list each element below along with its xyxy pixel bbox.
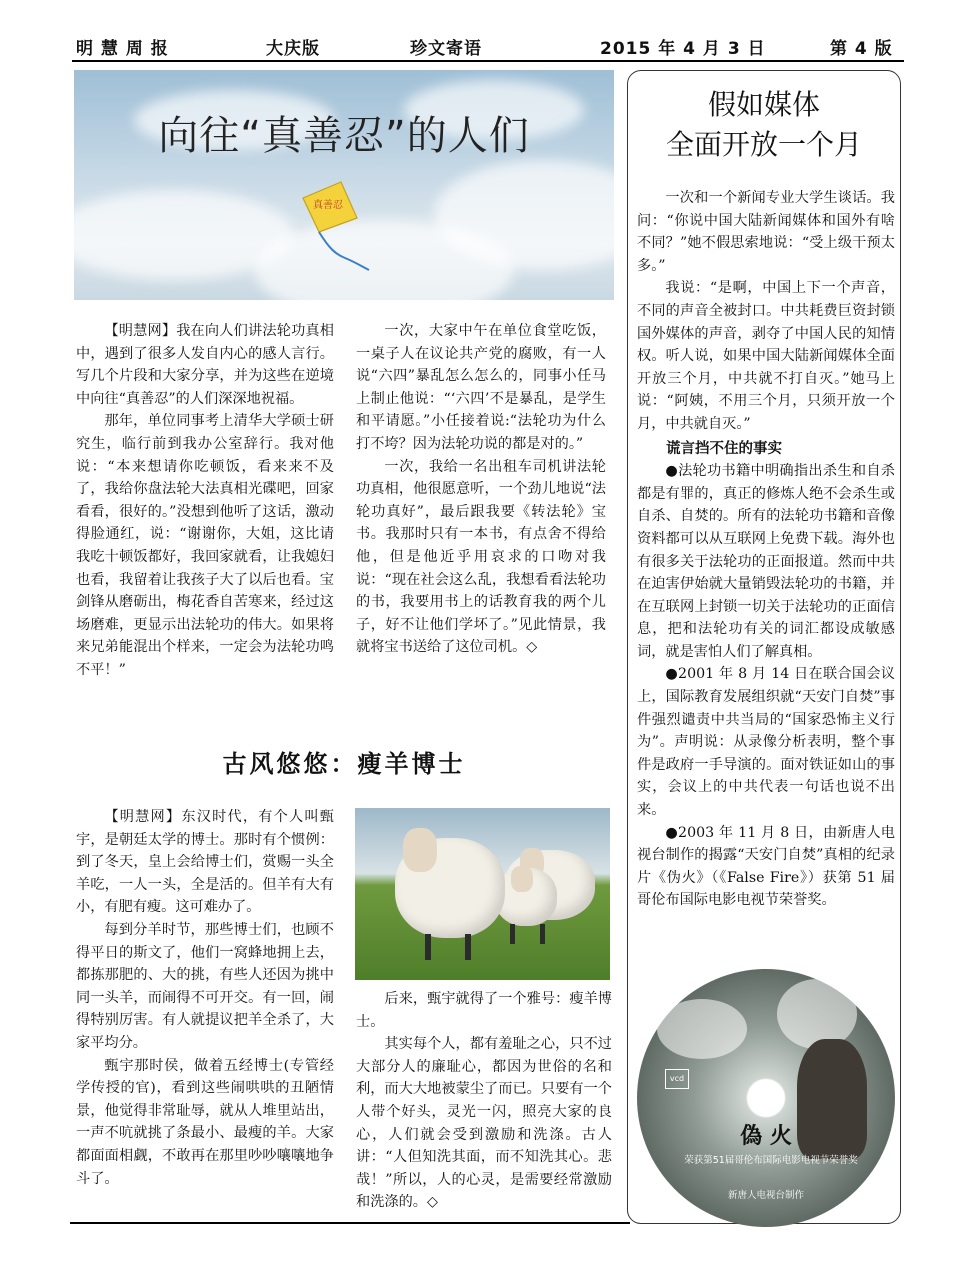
column-label: 珍文寄语 — [410, 39, 482, 59]
false-fire-disc — [637, 969, 895, 1227]
article2-title: 古风悠悠：瘦羊博士 — [222, 749, 466, 778]
vcd-badge: vcd — [665, 1069, 689, 1089]
page-header — [72, 30, 904, 60]
sidebar-box — [627, 70, 901, 1224]
page-number: 第 4 版 — [830, 39, 893, 59]
article1-paragraph: 【明慧网】我在向人们讲法轮功真相中，遇到了很多人发自内心的感人言行。写几个片段和大家分享，并为这些在逆境中向往“真善忍”的人们深深地祝福。 — [76, 323, 334, 407]
article2-paragraph: 后来，甄宇就得了一个雅号：瘦羊博士。 — [356, 991, 612, 1030]
paper-name: 明 慧 周 报 — [76, 39, 169, 59]
edition-label: 大庆版 — [266, 39, 320, 59]
article1-col2 — [356, 320, 606, 659]
article2-col2 — [356, 988, 612, 1214]
article2-paragraph: 其实每个人，都有羞耻之心，只不过大部分人的廉耻心，都因为世俗的名和利，而大大地被蒙尘了而已。只要有一个人带个好头，灵光一闪，照亮大家的良心，人们就会受到激励和洗涤。古人讲：“人但知洗其面，而不知洗其心。悲哉！”所以，人的心灵，是需要经常激励和洗涤的。◇ — [356, 1036, 612, 1211]
header-rule — [72, 60, 904, 62]
issue-date: 2015 年 4 月 3 日 — [600, 39, 766, 59]
kite-text: 真善忍 — [313, 200, 343, 211]
hero-banner — [74, 70, 614, 300]
article1-title: 向往“真善忍”的人们 — [158, 113, 530, 159]
article1-col1 — [76, 320, 334, 682]
article2-paragraph: 甄宇那时侯，做着五经博士(专管经学传授的官)，看到这些闹哄哄的丑陋情景，他觉得非常耻辱，就从人堆里站出，一声不吭就挑了条最小、最瘦的羊。大家都面面相觑，不敢再在那里吵吵嚷嚷地争斗了。 — [76, 1057, 334, 1187]
fact-item: ●法轮功书籍中明确指出杀生和自杀都是有罪的，真正的修炼人绝不会杀生或自杀、自焚的。所有的法轮功书籍和音像资料都可以从互联网上免费下载。海外也有很多关于法轮功的正面报道。然而中共在迫害伊始就大量销毁法轮功的书籍，并在互联网上封锁一切关于法轮功的正面信息，把和法轮功有关的词汇都设成敏感词，就是害怕人们了解真相。 — [637, 463, 895, 660]
sidebar-title-line2: 全面开放一个月 — [665, 128, 862, 161]
fact-item: ●2001 年 8 月 14 日在联合国会议上，国际教育发展组织就“天安门自焚”事件强烈谴责中共当局的“国家恐怖主义行为”。声明说：从录像分析表明，整个事件是政府一手导演的。面对铁证如山的事实，会议上的中共代表一句话也说不出来。 — [637, 666, 895, 819]
bottom-rule — [70, 1222, 630, 1224]
sidebar-paragraph: 一次和一个新闻专业大学生谈话。我问：“你说中国大陆新闻媒体和国外有啥不同？”她不假思索地说：“受上级干预太多。” — [637, 190, 895, 274]
article1-paragraph: 一次，我给一名出租车司机讲法轮功真相，他很愿意听，一个劲儿地说“法轮功真好”，最后跟我要《转法轮》宝书。我那时只有一本书，有点舍不得给他，但是他近乎用哀求的口吻对我说：“现在社会这么乱，我想看看法轮功的书，我要用书上的话教育我的两个儿子，好不让他们学坏了。”见此情景，我就将宝书送给了这位司机。◇ — [356, 458, 606, 656]
article2-col1 — [76, 806, 334, 1190]
article1-paragraph: 一次，大家中午在单位食堂吃饭，一桌子人在议论共产党的腐败，有一人说“六四”暴乱怎么怎么的，同事小任马上制止他说：“‘六四’不是暴乱，是学生和平请愿。”小任接着说:“法轮功为什么打不垮？因为法轮功说的都是对的。” — [356, 323, 606, 452]
article2-paragraph: 【明慧网】东汉时代，有个人叫甄宇，是朝廷太学的博士。那时有个惯例：到了冬天，皇上会给博士们，赏赐一头全羊吃，一人一头，全是活的。但羊有大有小，有肥有瘦。这可难办了。 — [76, 809, 334, 916]
article1-paragraph: 那年，单位同事考上清华大学硕士研究生，临行前到我办公室辞行。我对他说：“本来想请你吃顿饭，看来来不及了，我给你盘法轮大法真相光碟吧，回家看看，很好的。”没想到他听了这话，激动得脸通红，说：“谢谢你，大姐，这比请我吃十顿饭都好，我回家就看，让我媳妇也看，我留着让我孩子大了以后也看。宝剑锋从磨砺出，梅花香自苦寒来，经过这场磨难，更显示出法轮功的伟大。如果将来兄弟能混出个样来，一定会为法轮功鸣不平！” — [76, 413, 334, 678]
sheep-photo — [355, 808, 610, 980]
article2-paragraph: 每到分羊时节，那些博士们，也顾不得平日的斯文了，他们一窝蜂地拥上去，都拣那肥的、大的挑，有些人还因为挑中同一头羊，而闹得不可开交。有一回，闹得特别厉害。有人就提议把羊全杀了，大家平均分。 — [76, 921, 334, 1051]
disc-publisher: 新唐人电视台制作 — [727, 1190, 804, 1201]
sidebar-subheading: 谎言挡不住的事实 — [666, 440, 782, 457]
sidebar-body — [637, 187, 895, 912]
sidebar-title-line1: 假如媒体 — [707, 88, 820, 121]
sidebar-paragraph: 我说：“是啊，中国上下一个声音，不同的声音全被封口。中共耗费巨资封锁国外媒体的声音，剥夺了中国人民的知情权。听人说，如果中国大陆新闻媒体全面开放三个月，中共就不打自灭。”她马上说：“阿姨，不用三个月，只须开放一个月，中共就自灭。” — [637, 280, 895, 432]
disc-award-note: 荣获第51届哥伦布国际电影电视节荣誉奖 — [684, 1155, 858, 1166]
fact-item: ●2003 年 11 月 8 日，由新唐人电视台制作的揭露“天安门自焚”真相的纪录片《伪火》（《False Fire》）获第 51 届哥伦布国际电影电视节荣誉奖。 — [637, 824, 895, 909]
kite-icon — [299, 178, 389, 278]
disc-title: 偽 火 — [740, 1123, 792, 1149]
sidebar-title — [628, 85, 900, 165]
